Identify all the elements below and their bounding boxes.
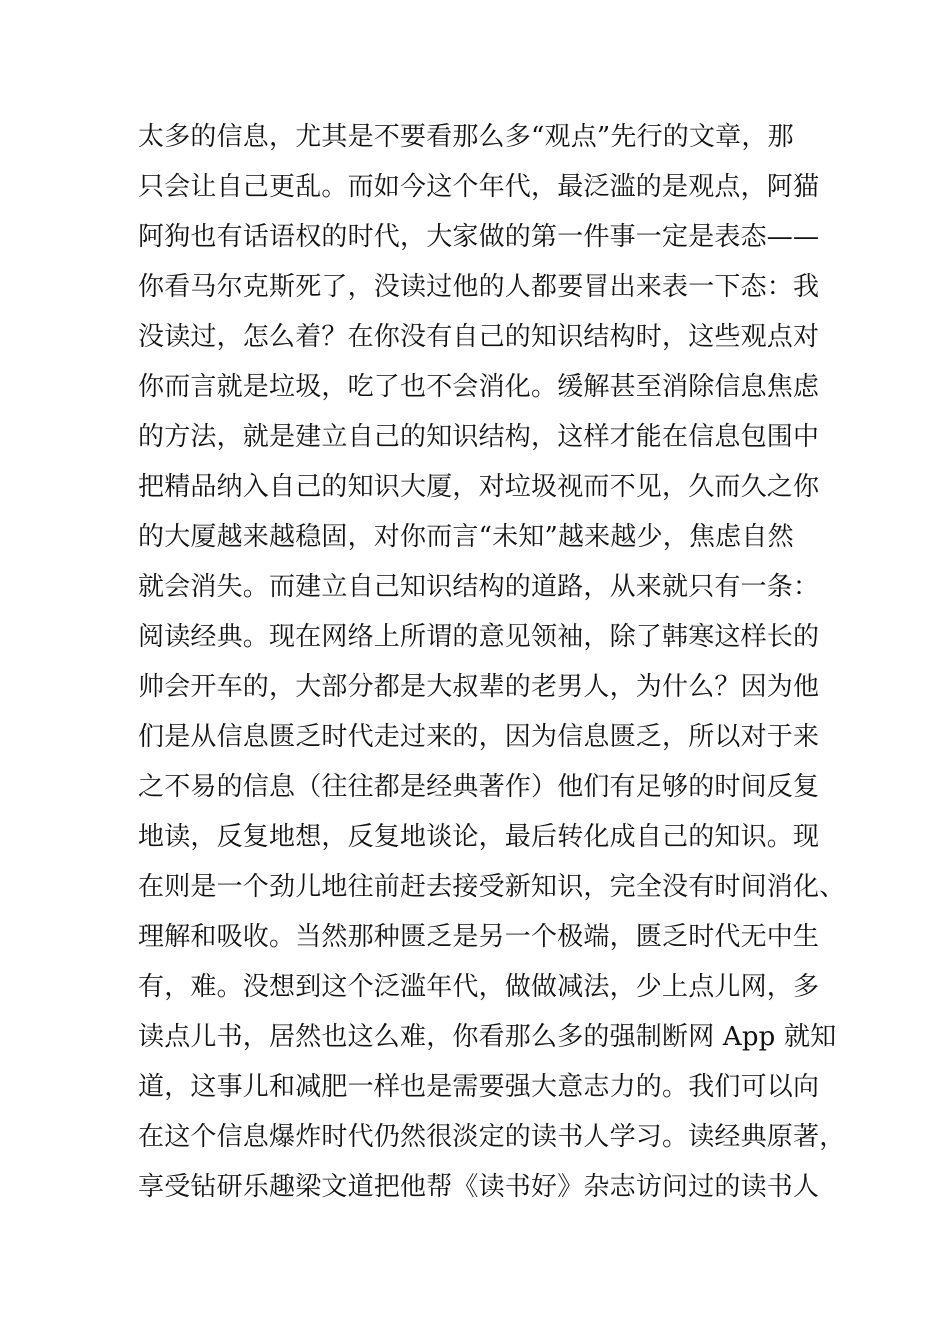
text-line: 地读，反复地想，反复地谈论，最后转化成自己的知识。现 xyxy=(138,822,820,852)
text-line: 阅读经典。现在网络上所谓的意见领袖，除了韩寒这样长的 xyxy=(138,622,820,652)
text-line: 有，难。没想到这个泛滥年代，做做减法，少上点儿网，多 xyxy=(138,972,820,1002)
text-line: 你而言就是垃圾，吃了也不会消化。缓解甚至消除信息焦虑 xyxy=(138,372,820,402)
text-line: 道，这事儿和减肥一样也是需要强大意志力的。我们可以向 xyxy=(138,1072,820,1102)
text-line: 只会让自己更乱。而如今这个年代，最泛滥的是观点，阿猫 xyxy=(138,172,820,202)
text-line: 之不易的信息（往往都是经典著作）他们有足够的时间反复 xyxy=(138,772,820,802)
text-line: 在则是一个劲儿地往前赶去接受新知识，完全没有时间消化、 xyxy=(138,872,846,902)
text-line: 在这个信息爆炸时代仍然很淡定的读书人学习。读经典原著， xyxy=(138,1122,846,1152)
text-line: 的大厦越来越稳固，对你而言“未知”越来越少，焦虑自然 xyxy=(138,522,794,552)
text-line: 读点儿书，居然也这么难，你看那么多的强制断网 App 就知 xyxy=(138,1022,837,1052)
text-line: 没读过，怎么着？在你没有自己的知识结构时，这些观点对 xyxy=(138,322,820,352)
text-line: 的方法，就是建立自己的知识结构，这样才能在信息包围中 xyxy=(138,422,820,452)
text-line: 阿狗也有话语权的时代，大家做的第一件事一定是表态—— xyxy=(138,222,820,252)
text-line: 你看马尔克斯死了，没读过他的人都要冒出来表一下态：我 xyxy=(138,272,820,302)
text-line: 帅会开车的，大部分都是大叔辈的老男人，为什么？因为他 xyxy=(138,672,820,702)
text-line: 把精品纳入自己的知识大厦，对垃圾视而不见，久而久之你 xyxy=(138,472,820,502)
text-line: 们是从信息匮乏时代走过来的，因为信息匮乏，所以对于来 xyxy=(138,722,820,752)
text-line: 享受钻研乐趣梁文道把他帮《读书好》杂志访问过的读书人 xyxy=(138,1172,820,1202)
text-line: 就会消失。而建立自己知识结构的道路，从来就只有一条： xyxy=(138,572,820,602)
text-line: 太多的信息，尤其是不要看那么多“观点”先行的文章，那 xyxy=(138,122,794,152)
text-line: 理解和吸收。当然那种匮乏是另一个极端，匮乏时代无中生 xyxy=(138,922,820,952)
body-paragraph xyxy=(138,112,846,1212)
